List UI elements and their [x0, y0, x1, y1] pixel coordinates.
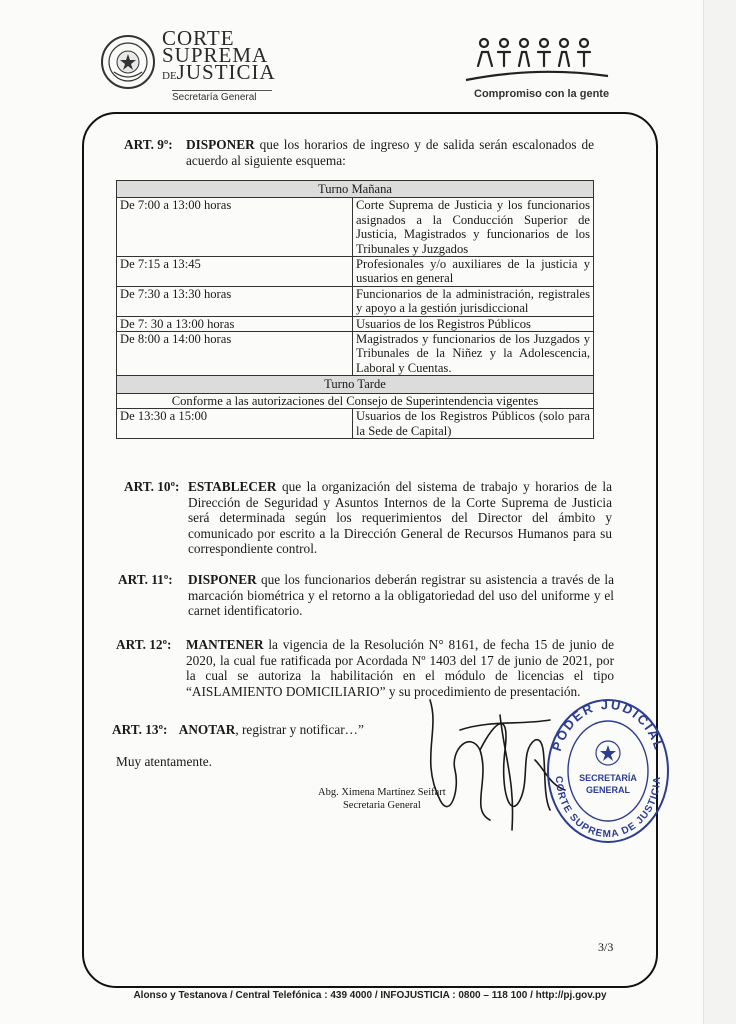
morning-assignees: Corte Suprema de Justicia y los funcionarios asignados a la Conducción Superior de Justicia, Magistrados y funcionarios de los Tribunales y Juzgados: [353, 198, 594, 257]
article-13-body: [179, 722, 364, 737]
svg-text:PODER JUDICIAL: [549, 697, 667, 753]
article-13-verb: ANOTAR: [178, 722, 236, 737]
morning-assignees: Magistrados y funcionarios de los Juzgados y Tribunales de la Niñez y la Adolescencia, Laboral y Cuentas.: [353, 332, 594, 376]
table-row: [117, 286, 594, 316]
footer-contact: Alonso y Testanova / Central Telefónica : 439 4000 / INFOJUSTICIA : 0800 – 118 100 / http://pj.gov.py: [133, 990, 607, 1001]
table-row: [117, 198, 594, 257]
table-row: [117, 316, 594, 331]
schedule-table: [116, 180, 594, 439]
morning-assignees: Usuarios de los Registros Públicos: [353, 316, 594, 331]
article-10-body: [188, 479, 612, 557]
afternoon-note-row: [117, 393, 594, 408]
official-stamp: [544, 697, 672, 845]
stamp-center-line2: GENERAL: [585, 785, 631, 795]
article-12-verb: MANTENER: [186, 637, 264, 652]
article-10: [124, 479, 612, 559]
afternoon-note: Conforme a las autorizaciones del Consejo de Superintendencia vigentes: [117, 393, 594, 408]
article-9: [124, 137, 594, 168]
article-11: [118, 572, 614, 622]
page-edge-shadow: [703, 0, 736, 1024]
afternoon-shift-header-row: [117, 376, 594, 393]
org-line2: SUPREMA: [162, 43, 269, 67]
morning-time: De 7:30 a 13:30 horas: [117, 286, 353, 316]
afternoon-assignees: Usuarios de los Registros Públicos (solo para la Sede de Capital): [353, 409, 594, 439]
morning-time: De 7:15 a 13:45: [117, 257, 353, 287]
morning-assignees: Profesionales y/o auxiliares de la justicia y usuarios en general: [353, 257, 594, 287]
article-10-text: que la organización del sistema de trabajo y horarios de la Dirección de Seguridad y Asuntos Internos de la Corte Suprema de Justicia será determinada según los requerimientos del Director del ámbito y comunicado por escrito a la Dirección General de Recursos Humanos para su correspondiente control.: [188, 479, 612, 557]
table-row: [117, 257, 594, 287]
article-12-text: la vigencia de la Resolución N° 8161, de fecha 15 de junio de 2020, la cual fue ratificada por Acordada Nº 1403 del 17 de junio de 2021, por la cual se autoriza la habilitación en el módulo de licencias el tipo “AISLAMIENTO DOMICILIARIO” y su procedimiento de presentación.: [186, 637, 614, 699]
signatory-role: Secretaria General: [342, 800, 421, 811]
article-13-label: ART. 13º:: [112, 722, 168, 737]
signatory-name: Abg. Ximena Martínez Seifart: [318, 787, 446, 798]
article-12-label: ART. 12º:: [116, 637, 172, 652]
org-line3: [162, 60, 276, 85]
article-9-verb: DISPONER: [186, 137, 255, 152]
stamp-top-text: PODER JUDICIAL: [548, 697, 668, 753]
afternoon-shift-header: Turno Tarde: [117, 376, 594, 393]
org-line1: CORTE: [162, 26, 235, 50]
swoosh-line-icon: [462, 62, 612, 86]
article-9-label: ART. 9º:: [124, 137, 173, 152]
stamp-bottom-text: CORTE SUPREMA DE JUSTICIA: [552, 775, 664, 841]
article-11-label: ART. 11º:: [118, 572, 173, 587]
national-seal-icon: [100, 34, 156, 90]
table-row: [117, 332, 594, 376]
morning-time: De 7: 30 a 13:00 horas: [117, 316, 353, 331]
morning-shift-header-row: [117, 181, 594, 198]
article-11-body: [188, 572, 614, 619]
csj-logo: [100, 26, 275, 102]
org-line3-main: JUSTICIA: [176, 60, 276, 84]
article-10-label: ART. 10º:: [124, 479, 180, 494]
page-number: 3/3: [598, 940, 614, 954]
afternoon-time: De 13:30 a 15:00: [117, 409, 353, 439]
article-10-verb: ESTABLECER: [188, 479, 277, 494]
org-name: [162, 26, 276, 85]
closing-text: Muy atentamente.: [116, 754, 212, 769]
morning-time: De 7:00 a 13:00 horas: [117, 198, 353, 257]
morning-assignees: Funcionarios de la administración, registrales y apoyo a la gestión jurisdiccional: [353, 286, 594, 316]
article-13-text: , registrar y notificar…”: [235, 722, 364, 737]
article-9-body: [186, 137, 594, 168]
signatory-block: [318, 786, 446, 812]
morning-time: De 8:00 a 14:00 horas: [117, 332, 353, 376]
compromiso-logo: [462, 36, 612, 106]
org-subtitle: Secretaría General: [172, 90, 272, 103]
article-9-text: que los horarios de ingreso y de salida serán escalonados de acuerdo al siguiente esquema:: [186, 137, 594, 168]
morning-shift-header: Turno Mañana: [117, 181, 594, 198]
article-11-text: que los funcionarios deberán registrar su asistencia a través de la marcación biométrica y el retorno a la obligatoriedad del uso del uniforme y el carnet identificatorio.: [188, 572, 615, 619]
tagline: Compromiso con la gente: [474, 88, 610, 100]
stamp-center-line1: SECRETARÍA: [579, 773, 637, 783]
table-row: [117, 409, 594, 439]
article-11-verb: DISPONER: [188, 572, 257, 587]
org-line3-prefix: DE: [162, 70, 177, 82]
schedule-body: [117, 181, 594, 439]
